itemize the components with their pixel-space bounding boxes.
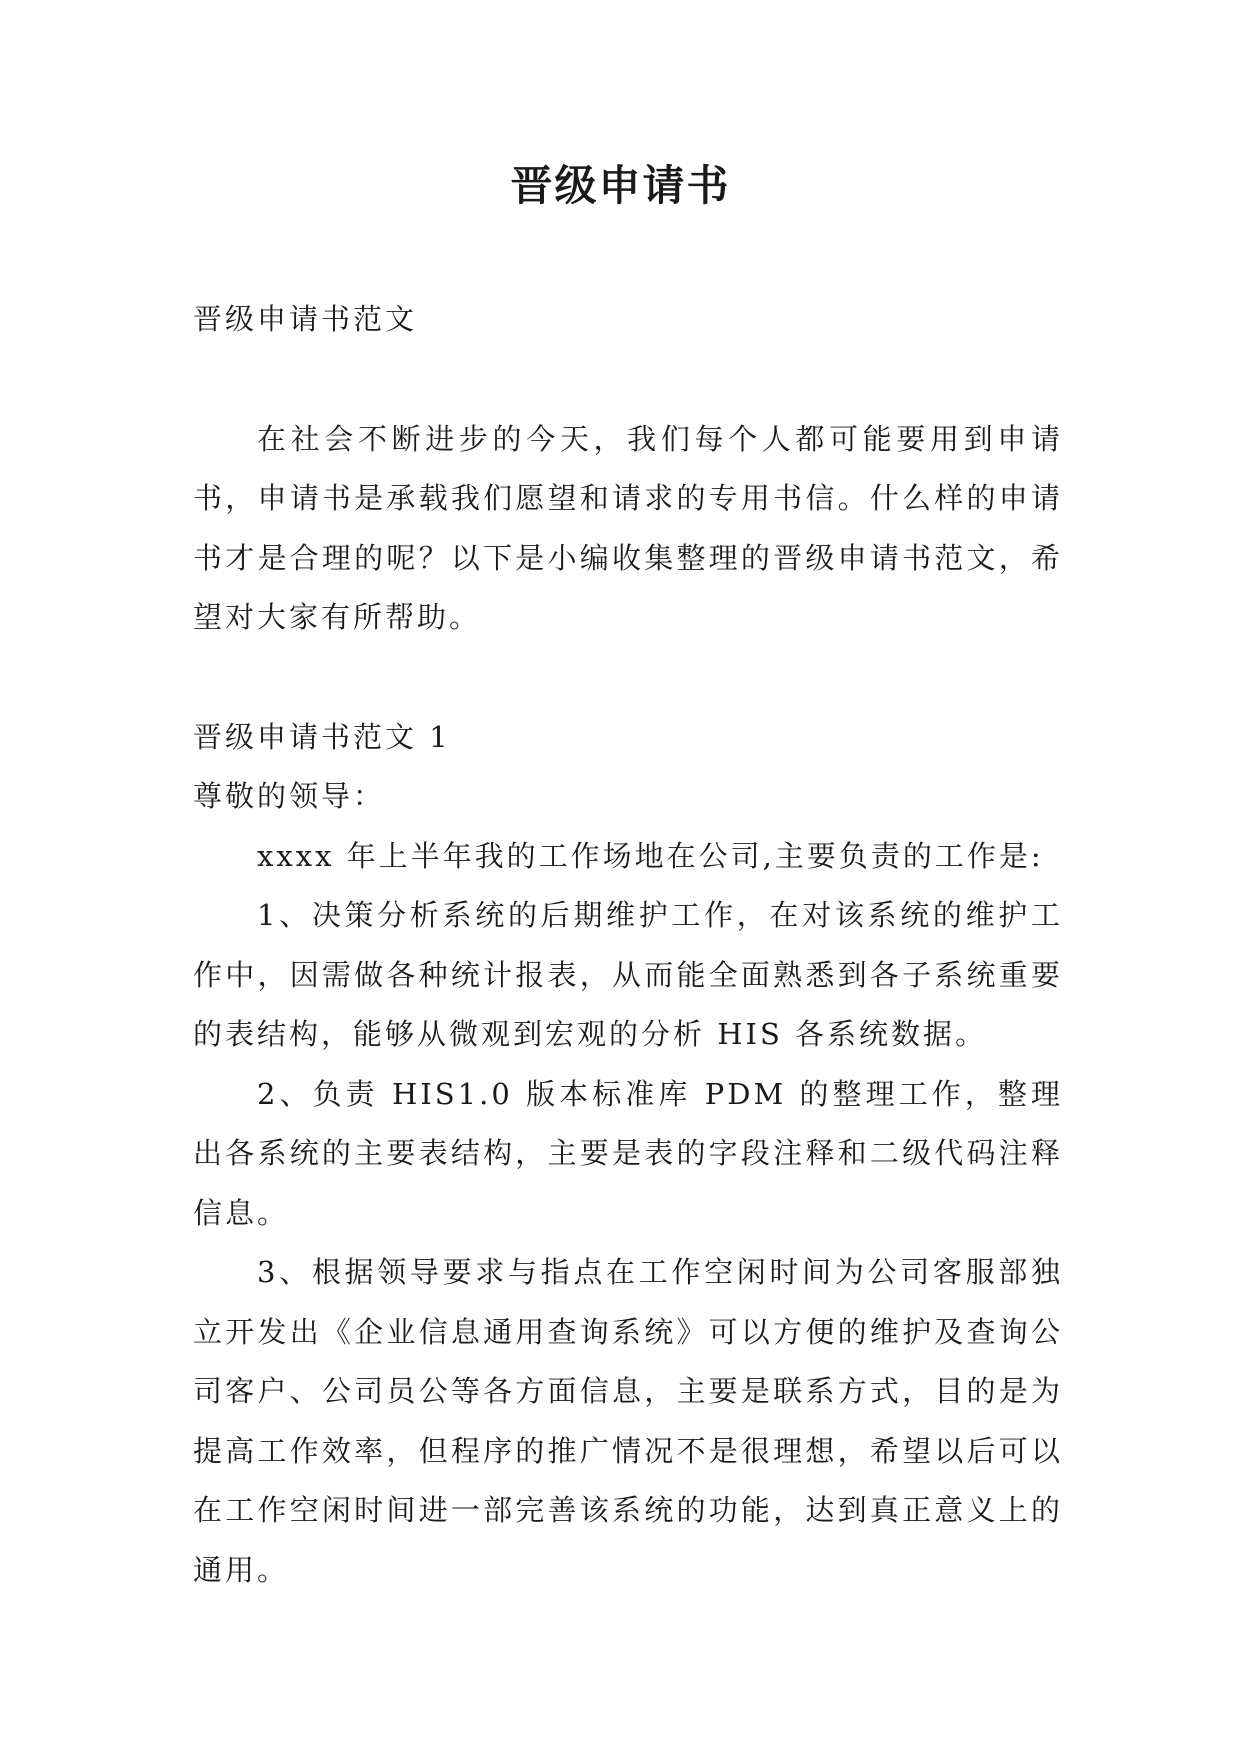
section-heading: 晋级申请书范文 1 [193, 719, 451, 754]
intro-paragraph: 在社会不断进步的今天，我们每个人都可能要用到申请书，申请书是承载我们愿望和请求的专用书信。什么样的申请书才是合理的呢？以下是小编收集整理的晋级申请书范文，希望对大家有所帮助。 [193, 421, 1063, 634]
body-paragraph: 3、根据领导要求与指点在工作空闲时间为公司客服部独立开发出《企业信息通用查询系统》可以方便的维护及查询公司客户、公司员公等各方面信息，主要是联系方式，目的是为提高工作效率，但程序的推广情况不是很理想，希望以后可以在工作空闲时间进一部完善该系统的功能，达到真正意义上的通用。 [193, 1255, 1063, 1587]
document-body [193, 290, 1063, 1600]
body-paragraph: 1、决策分析系统的后期维护工作，在对该系统的维护工作中，因需做各种统计报表，从而能全面熟悉到各子系统重要的表结构，能够从微观到宏观的分析 HIS 各系统数据。 [193, 898, 1063, 1051]
document-subtitle: 晋级申请书范文 [193, 302, 418, 336]
salutation: 尊敬的领导： [193, 779, 386, 813]
body-paragraph: 2、负责 HIS1.0 版本标准库 PDM 的整理工作，整理出各系统的主要表结构，主要是表的字段注释和二级代码注释信息。 [193, 1076, 1063, 1230]
document-title: 晋级申请书 [510, 161, 731, 210]
body-paragraph: xxxx 年上半年我的工作场地在公司,主要负责的工作是: [257, 838, 1044, 873]
